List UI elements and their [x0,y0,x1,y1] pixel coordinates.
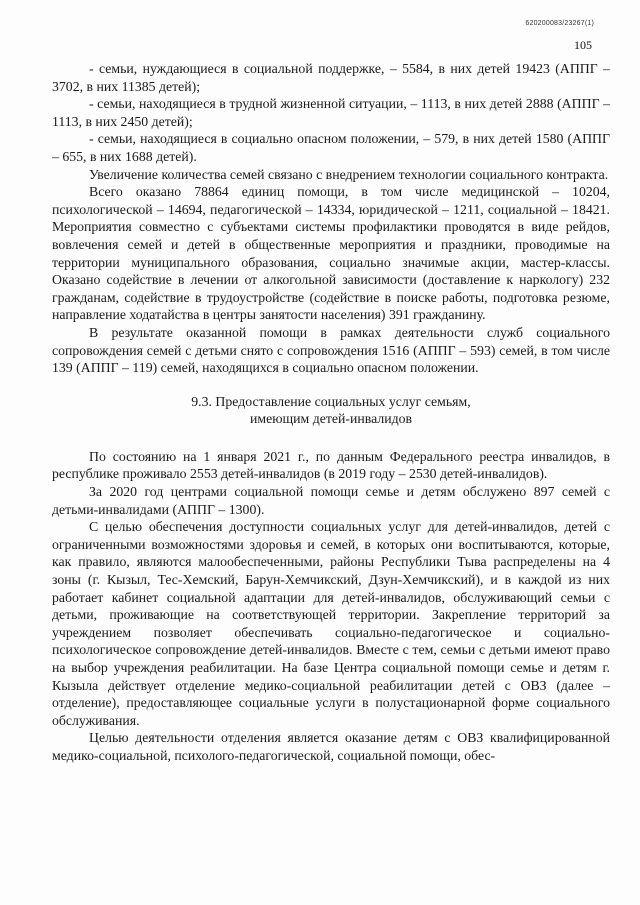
page-number: 105 [574,38,592,52]
paragraph: С целью обеспечения доступности социальных услуг для детей-инвалидов, детей с ограниченными возможностями здоровья и семей, в которых они воспитываются, которые, как правило, являются малообеспеченными, районы Республики Тыва распределены на 4 зоны (г. Кызыл, Тес-Хемский, Барун-Хемчикский, Дзун-Хемчикский), и в каждой из них работает кабинет социальной адаптации для детей-инвалидов, обслуживающий семьи с детьми, проживающие на соответствующей территории. Закрепление территорий за учреждением позволяет обеспечивать социально-педагогическое и социально-психологическое сопровождение детей-инвалидов. Вместе с тем, семьи с детьми имеют право на выбор учреждения реабилитации. На базе Центра социальной помощи семье и детям г. Кызыла действует отделение медико-социальной реабилитации детей с ОВЗ (далее – отделение), предоставляющее социальные услуги в полустационарной форме социального обслуживания. [52,519,610,728]
paragraph: По состоянию на 1 января 2021 г., по данным Федерального реестра инвалидов, в республике проживало 2553 детей-инвалидов (в 2019 году – 2530 детей-инвалидов). [52,448,610,482]
document-code: 620200083/23267(1) [525,20,594,27]
paragraph: За 2020 год центрами социальной помощи семье и детям обслужено 897 семей с детьми-инвалидами (АППГ – 1300). [52,484,610,517]
paragraph: Целью деятельности отделения является оказание детям с ОВЗ квалифицированной медико-социальной, психолого-педагогической, социальной помощи, обес- [52,730,610,763]
paragraph: - семьи, находящиеся в социально опасном положении, – 579, в них детей 1580 (АППГ – 655, в них 1688 детей). [52,131,610,164]
section-heading-line: имеющим детей-инвалидов [249,411,413,427]
section-heading [52,393,610,428]
document-body [52,60,610,765]
paragraph: - семьи, находящиеся в трудной жизненной ситуации, – 1113, в них детей 2888 (АППГ – 1113, в них 2450 детей); [52,96,610,129]
paragraph: Увеличение количества семей связано с внедрением технологии социального контракта. [89,166,609,182]
paragraph: В результате оказанной помощи в рамках деятельности служб социального сопровождения семей с детьми снято с сопровождения 1516 (АППГ – 593) семей, в том числе 139 (АППГ – 119) семей, находящихся в социально опасном положении. [52,324,610,376]
paragraph: - семьи, нуждающиеся в социальной поддержке, – 5584, в них детей 19423 (АППГ – 3702, в них 11385 детей); [52,61,610,94]
paragraph: Всего оказано 78864 единиц помощи, в том числе медицинской – 10204, психологической – 14694, педагогической – 14334, юридической – 1211, социальной – 18421. Мероприятия совместно с субъектами системы профилактики проводятся в виде рейдов, вовлечения семей и детей в общественные мероприятия и праздники, проводимые на территории муниципального образования, социально значимые акции, мастер-классы. Оказано содействие в лечении от алкогольной зависимости (доставление к наркологу) 232 гражданам, содействие в трудоустройстве (содействие в поиске работы, подготовка резюме, направление ходатайства в центры занятости населения) 391 гражданину. [52,184,610,323]
section-heading-line: 9.3. Предоставление социальных услуг семьям, [191,393,471,409]
